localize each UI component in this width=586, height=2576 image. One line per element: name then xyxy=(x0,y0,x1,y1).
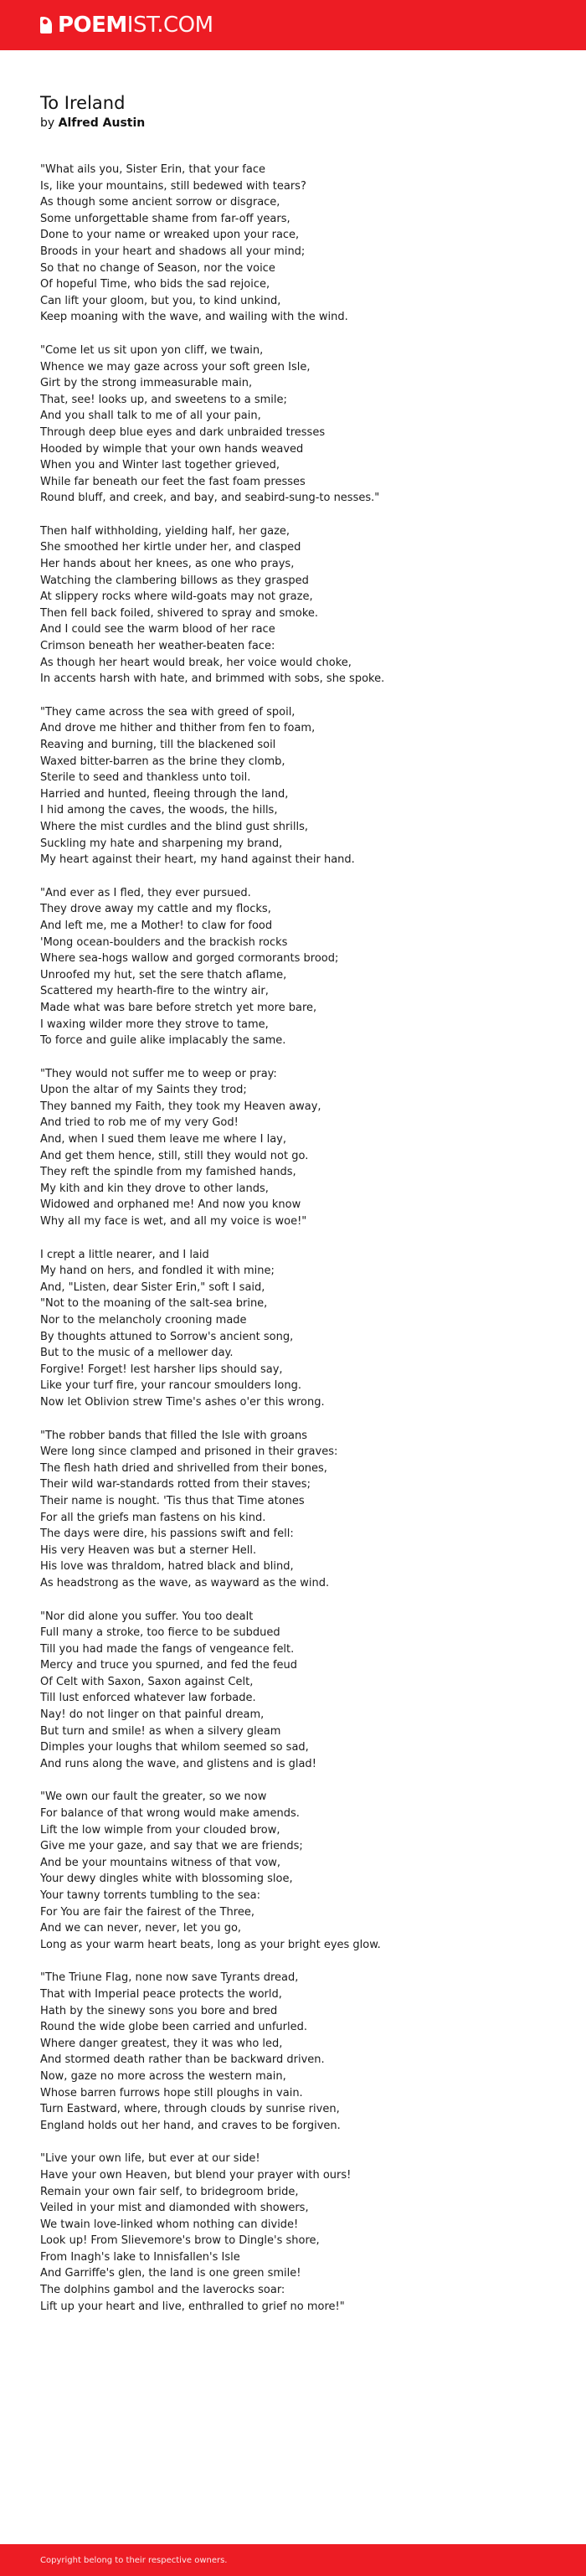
poem-line: In accents harsh with hate, and brimmed with sobs, she spoke. xyxy=(40,672,385,686)
poem-line: Your tawny torrents tumbling to the sea: xyxy=(40,1889,260,1902)
poem-line: And we can never, never, let you go, xyxy=(40,1922,242,1935)
poem-line: Till you had made the fangs of vengeance felt. xyxy=(40,1642,295,1656)
poem-line: And tried to rob me of my very God! xyxy=(40,1116,239,1130)
poem-line: When you and Winter last together grieved, xyxy=(40,459,280,472)
poem-line: "What ails you, Sister Erin, that your face xyxy=(40,163,265,176)
poem-line: "Not to the moaning of the salt-sea brine, xyxy=(40,1297,268,1311)
logo-light-text: IST.COM xyxy=(126,13,213,38)
copyright-text: Copyright belong to their respective owners. xyxy=(40,2555,228,2565)
poem-line: From Inagh's lake to Innisfallen's Isle xyxy=(40,2250,240,2264)
poem-line: Of hopeful Time, who bids the sad rejoice, xyxy=(40,278,270,291)
poem-line: I hid among the caves, the woods, the hills, xyxy=(40,804,278,817)
poem-line: For balance of that wrong would make amends. xyxy=(40,1807,300,1821)
poem-line: "Live your own life, but ever at our side! xyxy=(40,2152,260,2166)
poem-line: Keep moaning with the wave, and wailing with the wind. xyxy=(40,311,348,324)
stanza xyxy=(40,1066,551,1230)
poem-line: Round the wide globe been carried and unfurled. xyxy=(40,2021,307,2034)
poem-line: Nay! do not linger on that painful dream, xyxy=(40,1708,265,1722)
poem-line: Nor to the melancholy crooning made xyxy=(40,1314,247,1327)
site-header xyxy=(0,0,586,50)
poem-line: My kith and kin they drove to other lands, xyxy=(40,1182,269,1195)
poem-line: We twain love-linked whom nothing can divide! xyxy=(40,2218,299,2231)
poem-line: As though her heart would break, her voice would choke, xyxy=(40,656,352,669)
site-logo-link[interactable] xyxy=(40,14,213,36)
stanza xyxy=(40,1970,551,2134)
poem-byline xyxy=(40,115,551,131)
poem-line: I waxing wilder more they strove to tame, xyxy=(40,1018,269,1031)
poem-line: My heart against their heart, my hand against their hand. xyxy=(40,853,355,867)
poem-line: Some unforgettable shame from far-off years, xyxy=(40,212,290,225)
poem-line: Turn Eastward, where, through clouds by sunrise riven, xyxy=(40,2103,340,2116)
stanza xyxy=(40,523,551,688)
poem-line: Whose barren furrows hope still ploughs in vain. xyxy=(40,2086,303,2099)
poem-line: Mercy and truce you spurned, and fed the feud xyxy=(40,1659,298,1672)
poem-line: Give me your gaze, and say that we are friends; xyxy=(40,1840,303,1853)
poem-line: "They would not suffer me to weep or pray: xyxy=(40,1067,277,1080)
poem-line: And left me, me a Mother! to claw for food xyxy=(40,919,273,932)
poem-line: Their wild war-standards rotted from their staves; xyxy=(40,1478,311,1492)
stanza xyxy=(40,343,551,507)
poem-line: They reft the spindle from my famished hands, xyxy=(40,1166,296,1179)
poem-line: "Nor did alone you suffer. You too dealt xyxy=(40,1610,254,1623)
poem-line: Where sea-hogs wallow and gorged cormorants brood; xyxy=(40,952,339,966)
poem-line: His very Heaven was but a sterner Hell. xyxy=(40,1543,257,1557)
poem-line: And drove me hither and thither from fen to foam, xyxy=(40,722,316,735)
poem-line: Look up! From Slievemore's brow to Dingle's shore, xyxy=(40,2234,320,2248)
site-logo-text xyxy=(58,14,213,36)
author-link[interactable]: Alfred Austin xyxy=(58,116,146,130)
poem-line: Now, gaze no more across the western main, xyxy=(40,2069,286,2083)
poem-line: His love was thraldom, hatred black and blind, xyxy=(40,1560,294,1574)
poem-line: Done to your name or wreaked upon your race, xyxy=(40,229,300,242)
poem-line: Is, like your mountains, still bedewed with tears? xyxy=(40,179,306,193)
poem-line: And, "Listen, dear Sister Erin," soft I said, xyxy=(40,1280,265,1294)
poem-line: And Garriffe's glen, the land is one green smile! xyxy=(40,2267,301,2280)
poem-line: Veiled in your mist and diamonded with showers, xyxy=(40,2202,309,2215)
logo-bold-text: POEM xyxy=(58,13,127,38)
poem-line: Through deep blue eyes and dark unbraided tresses xyxy=(40,425,326,439)
poem-line: By thoughts attuned to Sorrow's ancient song, xyxy=(40,1330,294,1343)
poem-line: Their name is nought. 'Tis thus that Time atones xyxy=(40,1494,305,1507)
poem-line: Round bluff, and creek, and bay, and seabird-sung-to nesses." xyxy=(40,492,380,505)
poem-line: For all the griefs man fastens on his kind. xyxy=(40,1511,266,1524)
poem-line: Then fell back foiled, shivered to spray and smoke. xyxy=(40,606,319,620)
stanza xyxy=(40,162,551,326)
poem-line: While far beneath our feet the fast foam presses xyxy=(40,475,306,488)
poem-line: Girt by the strong immeasurable main, xyxy=(40,377,253,390)
poem-line: That, see! looks up, and sweetens to a smile; xyxy=(40,393,287,406)
poem-line: Harried and hunted, fleeing through the land, xyxy=(40,787,289,801)
poem-line: Lift the low wimple from your clouded brow, xyxy=(40,1823,280,1837)
poem-line: Crimson beneath her weather-beaten face: xyxy=(40,640,275,653)
poem-line: Full many a stroke, too fierce to be subdued xyxy=(40,1626,280,1640)
poem-line: Scattered my hearth-fire to the wintry air, xyxy=(40,985,269,998)
poem-line: The flesh hath dried and shrivelled from their bones, xyxy=(40,1461,327,1475)
poem-line: Hooded by wimple that your own hands weaved xyxy=(40,442,304,456)
poem-line: Now let Oblivion strew Time's ashes o'er this wrong. xyxy=(40,1395,325,1409)
stanza xyxy=(40,1247,551,1411)
poem-line: Were long since clamped and prisoned in their graves: xyxy=(40,1445,338,1459)
stanza xyxy=(40,885,551,1049)
poem-line: Then half withholding, yielding half, her gaze, xyxy=(40,524,290,538)
poem-line: England holds out her hand, and craves to be forgiven. xyxy=(40,2119,341,2132)
poem-line: Like your turf fire, your rancour smoulders long. xyxy=(40,1379,301,1393)
poem-line: Reaving and burning, till the blackened soil xyxy=(40,739,276,751)
poem-line: She smoothed her kirtle under her, and clasped xyxy=(40,541,301,554)
poem-line: At slippery rocks where wild-goats may not graze, xyxy=(40,590,313,604)
poem-line: And you shall talk to me of all your pain, xyxy=(40,410,261,423)
poem-line: Unroofed my hut, set the sere thatch aflame, xyxy=(40,968,287,981)
poem-line: Whence we may gaze across your soft green Isle, xyxy=(40,360,311,374)
poem-line: And runs along the wave, and glistens and is glad! xyxy=(40,1757,316,1770)
poem-line: For You are fair the fairest of the Three, xyxy=(40,1905,254,1919)
poem-line: But turn and smile! as when a silvery gleam xyxy=(40,1724,281,1738)
poem-title: To Ireland xyxy=(40,93,126,113)
poem-line: I crept a little nearer, and I laid xyxy=(40,1248,209,1261)
poem-line: "Come let us sit upon yon cliff, we twain, xyxy=(40,343,264,357)
stanza xyxy=(40,2151,551,2315)
poem-line: Watching the clambering billows as they grasped xyxy=(40,574,309,587)
stanza xyxy=(40,1428,551,1592)
poem-line: "The Triune Flag, none now save Tyrants dread, xyxy=(40,1971,299,1985)
poem-line: Upon the altar of my Saints they trod; xyxy=(40,1084,247,1097)
poem-line: "They came across the sea with greed of spoil, xyxy=(40,705,296,719)
poem-line: Hath by the sinewy sons you bore and bred xyxy=(40,2004,278,2017)
poem-line: Made what was bare before stretch yet more bare, xyxy=(40,1001,317,1014)
poem-line: As headstrong as the wave, as wayward as the wind. xyxy=(40,1576,330,1589)
poem-line: Forgive! Forget! lest harsher lips should say, xyxy=(40,1363,283,1376)
stanza xyxy=(40,704,551,868)
poem-line: And be your mountains witness of that vow, xyxy=(40,1856,281,1869)
poem-line: So that no change of Season, nor the voice xyxy=(40,261,275,275)
poem-line: Can lift your gloom, but you, to kind unkind, xyxy=(40,294,281,307)
poem-line: Waxed bitter-barren as the brine they clomb, xyxy=(40,755,285,768)
poem-line: And stormed death rather than be backward driven. xyxy=(40,2053,325,2067)
poem-line: Have your own Heaven, but blend your prayer with ours! xyxy=(40,2168,352,2182)
poem-line: Lift up your heart and live, enthralled to grief no more!" xyxy=(40,2300,345,2313)
poem-line: They banned my Faith, they took my Heaven away, xyxy=(40,1100,321,1113)
poem-line: But to the music of a mellower day. xyxy=(40,1347,234,1360)
site-footer xyxy=(0,2544,586,2576)
poem-line: "And ever as I fled, they ever pursued. xyxy=(40,886,251,899)
poem-line: Where danger greatest, they it was who led, xyxy=(40,2037,283,2050)
poem-line: And get them hence, still, still they would not go. xyxy=(40,1149,309,1162)
poem-line: 'Mong ocean-boulders and the brackish rocks xyxy=(40,935,288,949)
poem-container xyxy=(40,92,551,2331)
poem-line: Broods in your heart and shadows all your mind; xyxy=(40,245,306,258)
stanza xyxy=(40,1609,551,1773)
poem-line: Suckling my hate and sharpening my brand, xyxy=(40,837,283,850)
poem-body xyxy=(40,162,551,2315)
poem-line: Your dewy dingles white with blossoming sloe, xyxy=(40,1873,293,1886)
poem-line: Dimples your loughs that whilom seemed so sad, xyxy=(40,1741,309,1754)
poem-line: Her hands about her knees, as one who prays, xyxy=(40,558,295,571)
poem-line: "We own our fault the greater, so we now xyxy=(40,1790,267,1804)
poem-line: Till lust enforced whatever law forbade. xyxy=(40,1692,256,1705)
poem-line: Where the mist curdles and the blind gust shrills, xyxy=(40,820,309,833)
poem-line: Long as your warm heart beats, long as your bright eyes glow. xyxy=(40,1938,381,1951)
poem-line: And, when I sued them leave me where I lay, xyxy=(40,1133,287,1146)
poem-line: The days were dire, his passions swift and fell: xyxy=(40,1528,294,1541)
poem-line: Sterile to seed and thankless unto toil. xyxy=(40,771,251,785)
poem-line: That with Imperial peace protects the world, xyxy=(40,1987,282,2001)
poemist-logo-icon xyxy=(40,17,52,33)
poem-line: As though some ancient sorrow or disgrace, xyxy=(40,196,280,209)
poem-line: Why all my face is wet, and all my voice is woe!" xyxy=(40,1215,307,1229)
poem-line: "The robber bands that filled the Isle with groans xyxy=(40,1429,307,1442)
poem-line: Widowed and orphaned me! And now you know xyxy=(40,1198,301,1212)
byline-prefix: by xyxy=(40,116,55,130)
poem-line: My hand on hers, and fondled it with mine; xyxy=(40,1265,275,1278)
poem-line: And I could see the warm blood of her race xyxy=(40,623,275,636)
poem-line: Remain your own fair self, to bridegroom bride, xyxy=(40,2185,299,2198)
poem-line: To force and guile alike implacably the same. xyxy=(40,1034,286,1048)
poem-line: They drove away my cattle and my flocks, xyxy=(40,903,271,916)
stanza xyxy=(40,1789,551,1953)
poem-line: Of Celt with Saxon, Saxon against Celt, xyxy=(40,1675,254,1688)
poem-line: The dolphins gambol and the laverocks soar: xyxy=(40,2284,285,2297)
